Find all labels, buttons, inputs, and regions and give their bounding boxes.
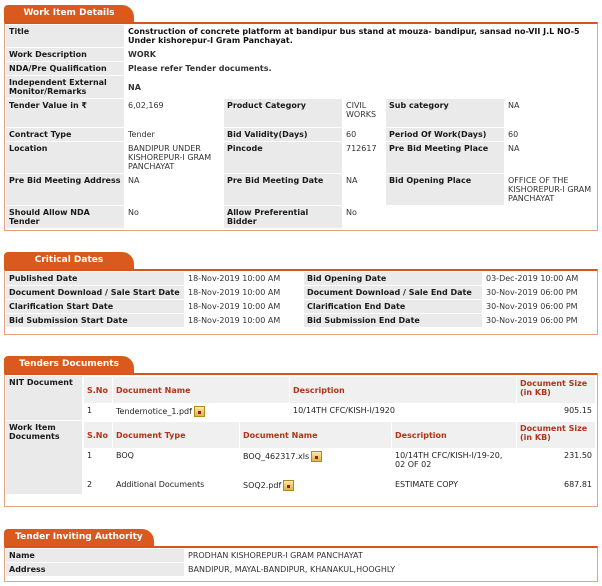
date-label: Bid Submission Start Date — [6, 314, 184, 327]
date-label: Document Download / Sale End Date — [304, 286, 482, 299]
cell-size: 905.15 — [564, 406, 592, 415]
pincode-value: 712617 — [343, 142, 385, 173]
work-desc-value: WORK — [125, 48, 596, 61]
title-label: Title — [6, 25, 124, 47]
tender-value-label: Tender Value in ₹ — [6, 99, 124, 127]
col-document-type: Document Type — [113, 422, 239, 448]
authority-address-label: Address — [6, 563, 184, 576]
date-label: Clarification End Date — [304, 300, 482, 313]
work-item-details-panel — [4, 22, 598, 231]
cell-sno: 1 — [87, 406, 93, 415]
critical-dates-panel — [4, 269, 598, 335]
document-link[interactable] — [240, 449, 391, 477]
period-of-work-value: 60 — [505, 128, 596, 141]
table-row — [84, 478, 595, 493]
iem-label: Independent External Monitor/Remarks — [6, 76, 124, 98]
preferential-bidder-value: No — [343, 206, 596, 228]
col-document-size: Document Size (in KB) — [517, 377, 595, 403]
date-value: 03-Dec-2019 10:00 AM — [483, 272, 596, 285]
col-description: Description — [290, 377, 516, 403]
prebid-address-label: Pre Bid Meeting Address — [6, 174, 124, 205]
col-document-size: Document Size (in KB) — [517, 422, 595, 448]
period-of-work-label: Period Of Work(Days) — [386, 128, 504, 141]
col-sno: S.No — [84, 377, 112, 403]
col-document-name: Document Name — [113, 377, 289, 403]
prebid-date-value: NA — [343, 174, 385, 205]
sub-category-value: NA — [505, 99, 596, 127]
cell-sno: 2 — [87, 480, 93, 489]
critical-dates-tab: Critical Dates — [4, 252, 134, 269]
date-row — [6, 272, 596, 285]
product-category-label: Product Category — [224, 99, 342, 127]
cell-size: 687.81 — [564, 480, 592, 489]
prebid-address-value: NA — [125, 174, 223, 205]
download-icon[interactable] — [194, 406, 205, 417]
preferential-bidder-label: Allow Preferential Bidder — [224, 206, 342, 228]
tender-value: 6,02,169 — [125, 99, 223, 127]
tender-inviting-authority-panel — [4, 546, 598, 582]
col-description: Description — [392, 422, 516, 448]
title-value: Construction of concrete platform at bandipur bus stand at mouza- bandipur, sansad no-VII J.L NO-5 Under kishorepur-I Gram Panchayat. — [125, 25, 596, 47]
date-label: Document Download / Sale Start Date — [6, 286, 184, 299]
date-label: Bid Opening Date — [304, 272, 482, 285]
nda-value: Please refer Tender documents. — [125, 62, 596, 75]
cell-type: Additional Documents — [116, 480, 205, 489]
contract-type-label: Contract Type — [6, 128, 124, 141]
date-value: 18-Nov-2019 10:00 AM — [185, 300, 303, 313]
nda-label: NDA/Pre Qualification — [6, 62, 124, 75]
tender-documents-panel — [4, 373, 598, 507]
table-row — [84, 404, 595, 419]
pincode-label: Pincode — [224, 142, 342, 173]
date-value: 30-Nov-2019 06:00 PM — [483, 314, 596, 327]
nit-document-label: NIT Document — [6, 376, 82, 420]
cell-type: BOQ — [116, 451, 134, 460]
document-link[interactable] — [240, 478, 391, 493]
date-value: 30-Nov-2019 06:00 PM — [483, 300, 596, 313]
date-row — [6, 300, 596, 313]
work-desc-label: Work Description — [6, 48, 124, 61]
date-value: 18-Nov-2019 10:00 AM — [185, 272, 303, 285]
date-label: Bid Submission End Date — [304, 314, 482, 327]
date-label: Clarification Start Date — [6, 300, 184, 313]
prebid-place-value: NA — [505, 142, 596, 173]
document-name[interactable]: BOQ_462317.xls — [243, 452, 310, 461]
date-row — [6, 314, 596, 327]
date-value: 30-Nov-2019 06:00 PM — [483, 286, 596, 299]
bid-opening-place-value: OFFICE OF THE KISHOREPUR-I GRAM PANCHAYAT — [505, 174, 596, 205]
date-row — [6, 286, 596, 299]
date-value: 18-Nov-2019 10:00 AM — [185, 314, 303, 327]
cell-sno: 1 — [87, 451, 93, 460]
document-name[interactable]: SOQ2.pdf — [243, 481, 282, 490]
tender-documents-tab: Tenders Documents — [4, 356, 134, 373]
authority-name-label: Name — [6, 549, 184, 562]
bid-opening-place-label: Bid Opening Place — [386, 174, 504, 205]
cell-size: 231.50 — [564, 451, 592, 460]
table-row — [84, 449, 595, 477]
document-link[interactable] — [113, 404, 289, 419]
work-item-documents-label: Work Item Documents — [6, 421, 82, 494]
location-value: BANDIPUR UNDER KISHOREPUR-I GRAM PANCHAYAT — [125, 142, 223, 173]
allow-nda-value: No — [125, 206, 223, 228]
prebid-place-label: Pre Bid Meeting Place — [386, 142, 504, 173]
sub-category-label: Sub category — [386, 99, 504, 127]
cell-description: 10/14TH CFC/KISH-I/1920 — [293, 406, 395, 415]
allow-nda-label: Should Allow NDA Tender — [6, 206, 124, 228]
document-name[interactable]: Tendernotice_1.pdf — [116, 407, 192, 416]
download-icon[interactable] — [283, 480, 294, 491]
prebid-date-label: Pre Bid Meeting Date — [224, 174, 342, 205]
bid-validity-value: 60 — [343, 128, 385, 141]
bid-validity-label: Bid Validity(Days) — [224, 128, 342, 141]
col-sno: S.No — [84, 422, 112, 448]
date-value: 18-Nov-2019 10:00 AM — [185, 286, 303, 299]
product-category-value: CIVIL WORKS — [343, 99, 385, 127]
work-item-details-tab: Work Item Details — [4, 5, 134, 22]
location-label: Location — [6, 142, 124, 173]
col-document-name: Document Name — [240, 422, 391, 448]
cell-description: ESTIMATE COPY — [395, 480, 459, 489]
authority-address-value: BANDIPUR, MAYAL-BANDIPUR, KHANAKUL,HOOGHLY — [185, 563, 596, 576]
authority-name-value: PRODHAN KISHOREPUR-I GRAM PANCHAYAT — [185, 549, 596, 562]
date-label: Published Date — [6, 272, 184, 285]
download-icon[interactable] — [311, 451, 322, 462]
cell-description: 10/14TH CFC/KISH-I/19-20, 02 OF 02 — [395, 451, 503, 469]
iem-value: NA — [125, 76, 596, 98]
contract-type-value: Tender — [125, 128, 223, 141]
tender-inviting-authority-tab: Tender Inviting Authority — [4, 529, 154, 546]
